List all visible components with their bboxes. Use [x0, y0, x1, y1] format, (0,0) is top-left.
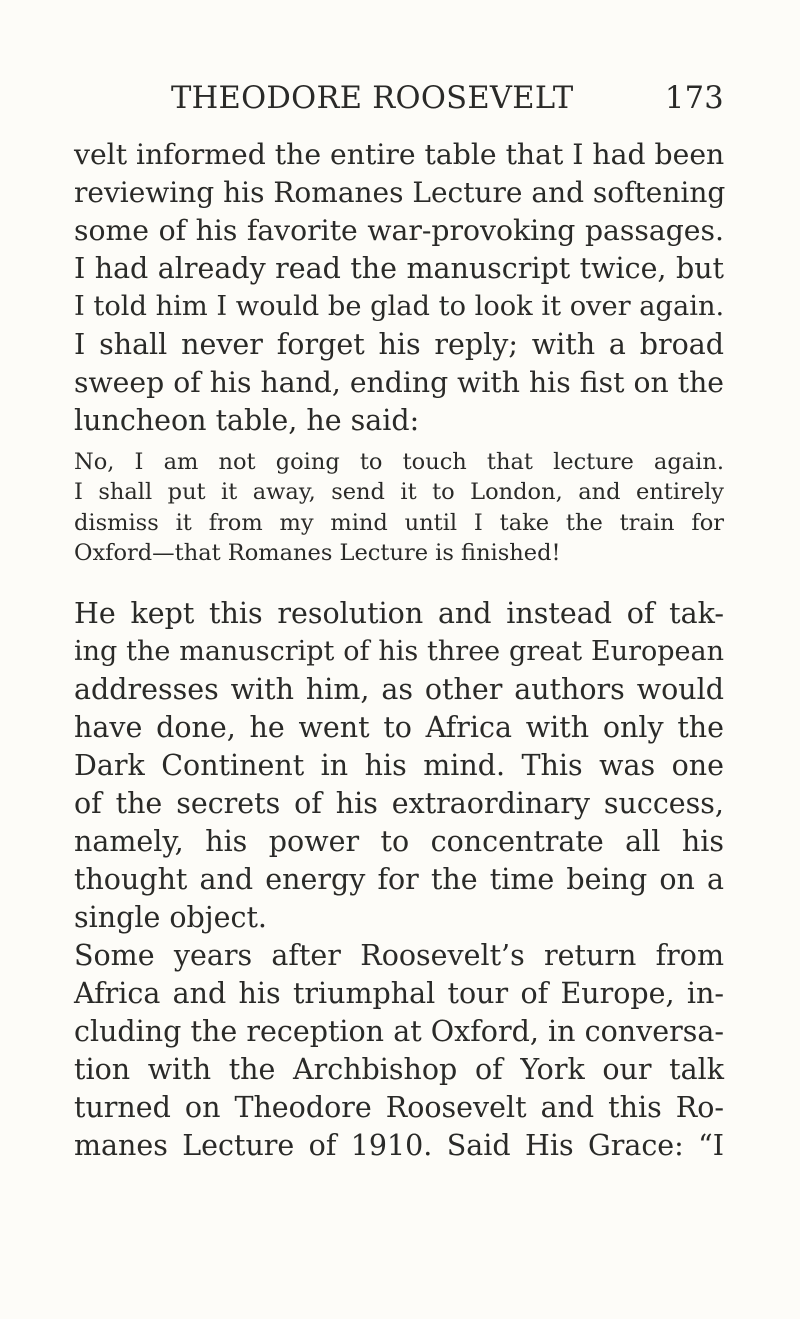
text-line: thought and energy for the time being on a: [74, 863, 724, 896]
text-line: velt informed the entire table that I had been: [74, 138, 725, 171]
running-head-title: THEODORE ROOSEVELT: [171, 81, 574, 116]
text-line: cluding the reception at Oxford, in conversa-: [74, 1015, 724, 1048]
text-line: namely, his power to concentrate all his: [74, 825, 724, 858]
text-line: have done, he went to Africa with only the: [74, 711, 724, 744]
quote-line: I shall put it away, send it to London, and entirely: [74, 479, 724, 505]
text-line: reviewing his Romanes Lecture and softening: [74, 176, 726, 209]
quote-line: dismiss it from my mind until I take the train for: [74, 510, 724, 536]
text-line: of the secrets of his extraordinary success,: [74, 787, 724, 820]
text-line: He kept this resolution and instead of tak-: [74, 597, 724, 630]
running-head: [74, 74, 724, 124]
text-line: some of his favorite war-provoking passages.: [74, 214, 724, 247]
page-number: 173: [664, 81, 724, 116]
quote-line: No, I am not going to touch that lecture again.: [74, 449, 724, 475]
quote-line: Oxford—that Romanes Lecture is finished!: [74, 540, 561, 566]
text-line: sweep of his hand, ending with his fist on the: [74, 366, 724, 399]
text-line: Dark Continent in his mind. This was one: [74, 749, 724, 782]
text-line: I told him I would be glad to look it over again.: [74, 291, 725, 322]
text-line: ing the manuscript of his three great European: [74, 636, 724, 667]
text-line: single object.: [74, 901, 267, 934]
text-line: manes Lecture of 1910. Said His Grace: “I: [74, 1129, 724, 1162]
text-line: Some years after Roosevelt’s return from: [74, 939, 724, 972]
text-line: addresses with him, as other authors would: [74, 673, 724, 706]
text-line: I had already read the manuscript twice, but: [74, 252, 724, 285]
text-line: turned on Theodore Roosevelt and this Ro-: [74, 1091, 724, 1124]
text-line: Africa and his triumphal tour of Europe, in-: [74, 977, 724, 1010]
text-line: luncheon table, he said:: [74, 404, 420, 437]
text-line: tion with the Archbishop of York our talk: [74, 1053, 724, 1086]
text-line: I shall never forget his reply; with a broad: [74, 328, 724, 361]
